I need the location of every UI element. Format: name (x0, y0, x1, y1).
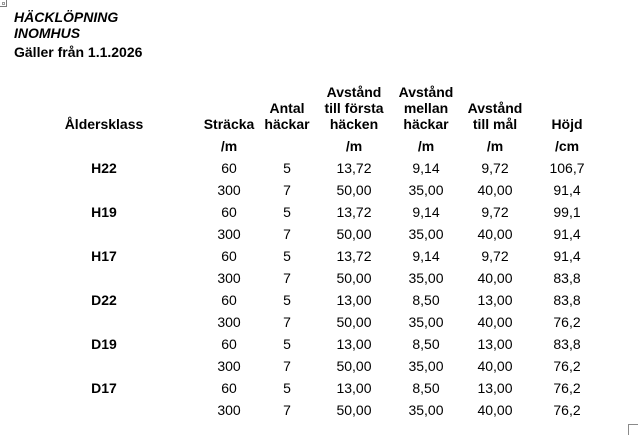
cell-height: 91,4 (553, 248, 581, 264)
table-row (9, 154, 603, 176)
age-class-label: D19 (91, 336, 117, 352)
header-distance-to-finish: Avstånd till mål (467, 100, 523, 132)
header-distance: Sträcka (203, 116, 255, 132)
cell-to-first: 50,00 (336, 314, 372, 330)
cell-height: 83,8 (553, 292, 581, 308)
cell-distance: 300 (217, 270, 241, 286)
table-row (9, 308, 603, 330)
unit-to-finish: /m (486, 138, 504, 154)
cell-height: 91,4 (553, 226, 581, 242)
cell-height: 91,4 (553, 182, 581, 198)
unit-empty (9, 132, 199, 154)
cell-distance: 300 (217, 226, 241, 242)
cell-between: 35,00 (408, 182, 444, 198)
table-body (9, 154, 603, 418)
age-class-empty (9, 352, 199, 374)
cell-distance: 300 (217, 182, 241, 198)
cell-distance: 60 (221, 160, 237, 176)
cell-distance: 300 (217, 314, 241, 330)
table-row (9, 198, 603, 220)
age-class-empty (9, 308, 199, 330)
table-row (9, 352, 603, 374)
cell-between: 9,14 (412, 248, 440, 264)
cell-between: 8,50 (412, 380, 440, 396)
cell-between: 35,00 (408, 358, 444, 374)
cell-hurdles-count: 7 (283, 226, 291, 242)
cell-hurdles-count: 5 (283, 380, 291, 396)
cell-to-finish: 40,00 (477, 402, 513, 418)
cell-between: 35,00 (408, 402, 444, 418)
unit-hurdles-count (259, 132, 315, 154)
cell-to-finish: 9,72 (481, 248, 509, 264)
unit-height: /cm (554, 138, 580, 154)
units-row (9, 132, 603, 154)
cell-hurdles-count: 7 (283, 314, 291, 330)
cell-to-first: 50,00 (336, 358, 372, 374)
cell-hurdles-count: 7 (283, 358, 291, 374)
cell-to-first: 13,00 (336, 380, 372, 396)
cell-distance: 60 (221, 380, 237, 396)
age-class-empty (9, 220, 199, 242)
age-class-label: D22 (91, 292, 117, 308)
document-heading (14, 9, 142, 60)
age-class-label: H17 (91, 248, 117, 264)
header-height: Höjd (551, 116, 583, 132)
cell-to-first: 13,00 (336, 336, 372, 352)
age-class-empty (9, 176, 199, 198)
hurdle-specification-table (9, 84, 603, 418)
table-row (9, 176, 603, 198)
cell-to-first: 50,00 (336, 270, 372, 286)
cell-hurdles-count: 5 (283, 160, 291, 176)
cell-height: 83,8 (553, 336, 581, 352)
cell-to-finish: 40,00 (477, 270, 513, 286)
cell-between: 9,14 (412, 204, 440, 220)
unit-between: /m (417, 138, 435, 154)
cell-to-first: 50,00 (336, 402, 372, 418)
cell-height: 76,2 (553, 402, 581, 418)
table-row (9, 286, 603, 308)
title-line-1: HÄCKLÖPNING (14, 9, 119, 25)
table-row (9, 264, 603, 286)
cell-distance: 300 (217, 358, 241, 374)
cell-between: 8,50 (412, 336, 440, 352)
table-row (9, 330, 603, 352)
cell-to-finish: 13,00 (477, 380, 513, 396)
cell-between: 35,00 (408, 226, 444, 242)
cell-to-first: 13,72 (336, 160, 372, 176)
cell-to-finish: 40,00 (477, 226, 513, 242)
cell-hurdles-count: 7 (283, 402, 291, 418)
cell-to-first: 50,00 (336, 182, 372, 198)
table-row (9, 220, 603, 242)
cell-hurdles-count: 5 (283, 248, 291, 264)
header-age-class: Åldersklass (64, 116, 144, 132)
age-class-empty (9, 396, 199, 418)
cell-hurdles-count: 5 (283, 292, 291, 308)
cell-to-first: 50,00 (336, 226, 372, 242)
cell-height: 76,2 (553, 314, 581, 330)
cell-hurdles-count: 7 (283, 182, 291, 198)
age-class-label: D17 (91, 380, 117, 396)
cell-to-finish: 9,72 (481, 204, 509, 220)
cell-to-first: 13,00 (336, 292, 372, 308)
cell-height: 83,8 (553, 270, 581, 286)
age-class-empty (9, 264, 199, 286)
title-line-2: INOMHUS (14, 25, 81, 41)
cell-to-finish: 9,72 (481, 160, 509, 176)
table-row (9, 396, 603, 418)
cell-to-finish: 40,00 (477, 182, 513, 198)
valid-from-text: Gäller från 1.1.2026 (14, 44, 143, 60)
cell-distance: 60 (221, 204, 237, 220)
cell-between: 35,00 (408, 270, 444, 286)
cell-hurdles-count: 7 (283, 270, 291, 286)
cell-distance: 300 (217, 402, 241, 418)
cell-to-finish: 13,00 (477, 336, 513, 352)
table-row (9, 242, 603, 264)
cell-height: 99,1 (553, 204, 581, 220)
cell-hurdles-count: 5 (283, 336, 291, 352)
page-corner-marker-bottom-right (628, 424, 638, 435)
cell-distance: 60 (221, 336, 237, 352)
cell-to-first: 13,72 (336, 204, 372, 220)
cell-to-finish: 40,00 (477, 358, 513, 374)
header-distance-between: Avstånd mellan häckar (398, 84, 454, 132)
cell-between: 9,14 (412, 160, 440, 176)
cell-to-finish: 13,00 (477, 292, 513, 308)
cell-height: 106,7 (549, 160, 585, 176)
cell-between: 8,50 (412, 292, 440, 308)
age-class-label: H19 (91, 204, 117, 220)
cell-between: 35,00 (408, 314, 444, 330)
age-class-label: H22 (91, 160, 117, 176)
unit-distance: /m (220, 138, 238, 154)
header-distance-to-first: Avstånd till första häcken (324, 84, 384, 132)
header-row (9, 84, 603, 132)
table-row (9, 374, 603, 396)
table-header (9, 84, 603, 154)
cell-to-first: 13,72 (336, 248, 372, 264)
cell-distance: 60 (221, 292, 237, 308)
page-corner-marker-top-left (0, 0, 7, 7)
cell-height: 76,2 (553, 380, 581, 396)
cell-height: 76,2 (553, 358, 581, 374)
header-hurdles-count: Antal häckar (264, 100, 310, 132)
cell-distance: 60 (221, 248, 237, 264)
cell-to-finish: 40,00 (477, 314, 513, 330)
cell-hurdles-count: 5 (283, 204, 291, 220)
unit-to-first: /m (345, 138, 363, 154)
